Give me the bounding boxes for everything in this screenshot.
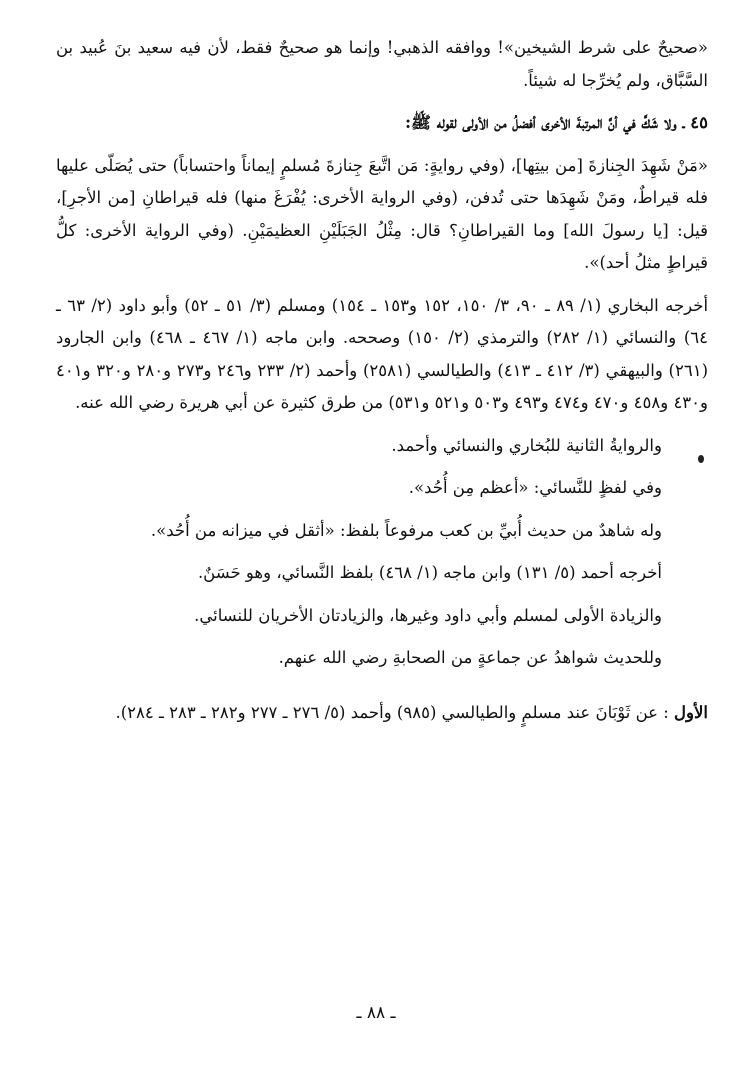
note-ubayy-witness: وله شاهدٌ من حديث أُبيِّ بن كعب مرفوعاً بلفظ: «أثقل في ميزانه من أُحُد».: [150, 520, 662, 540]
hadith-heading: ٤٥ ـ ولا شَكَّ في أنَّ المرتبةَ الأخرى أفضلُ من الأولى لقوله ﷺ:: [404, 113, 708, 132]
page-number: ـ ٨٨ ـ: [356, 1003, 396, 1023]
hadith-text: «مَنْ شَهِدَ الجِنازةَ [من بيتِها]، (وفي روايةٍ: مَن اتَّبعَ جِنازةَ مُسلمٍ إيماناً واحتساباً) حتى يُصَلّى عليها فله قيراطٌ، ومَنْ شَهِدَها حتى تُدفن، (وفي الرواية الأخرى: يُفْرَغَ منها) فله قيراطانِ [من الأجرِ]، قيل: [يا رسولَ الله] وما القيراطانِ؟ قال: مِثْلُ الجَبَلَيْنِ العظيمَيْنِ. (وفي الرواية الأخرى: كلُّ قيراطٍ مثلُ أحد)».: [56, 155, 708, 272]
first-witness-paragraph: [56, 697, 708, 730]
first-witness-text: : عن ثَوْبَانَ عند مسلمٍ والطيالسي (٩٨٥) وأحمد (٥/ ٢٧٦ ـ ٢٧٧ و٢٨٢ ـ ٢٨٣ ـ ٢٨٤).: [115, 702, 669, 722]
note-second-narration: والروايةُ الثانية للبُخاري والنسائي وأحمد.: [391, 435, 662, 455]
note-additions: والزيادة الأولى لمسلم وأبي داود وغيرها، والزيادتان الأخريان للنسائي.: [194, 605, 662, 625]
margin-dot: [698, 455, 704, 463]
intro-paragraph: «صحيحٌ على شرط الشيخين»! ووافقه الذهبي! وإنما هو صحيحٌ فقط، لأن فيه سعيد بنَ عُبيد بن السَّبَّاق، ولم يُخرِّجا له شيئاً.: [56, 38, 708, 90]
note-nasai-wording: وفي لفظٍ للنَّسائي: «أعظم مِن أُحُد».: [408, 478, 662, 497]
first-witness-label: الأول: [674, 702, 708, 722]
note-witnesses: وللحديث شواهدُ عن جماعةٍ من الصحابةِ رضي الله عنهم.: [278, 648, 662, 667]
takhrij-paragraph: أخرجه البخاري (١/ ٨٩ ـ ٩٠، ٣/ ١٥٠، ١٥٢ و١٥٣ ـ ١٥٤) ومسلم (٣/ ٥١ ـ ٥٢) وأبو داود (٢/ ٦٣ ـ ٦٤) والنسائي (١/ ٢٨٢) والترمذي (٢/ ١٥٠) وصححه. وابن ماجه (١/ ٤٦٧ ـ ٤٦٨) وابن الجارود (٢٦١) والبيهقي (٣/ ٤١٢ ـ ٤١٣) والطيالسي (٢٥٨١) وأحمد (٢/ ٢٣٣ و٢٤٦ و٢٧٣ و٢٨٠ و٣٢٠ و٤٠١ و٤٣٠ و٤٥٨ و٤٧٠ و٤٧٤ و٤٩٣ و٥٠٣ و٥٢١ و٥٣١) من طرق كثيرة عن أبي هريرة رضي الله عنه.: [56, 295, 709, 412]
note-ahmad-ibnmajah: أخرجه أحمد (٥/ ١٣١) وابن ماجه (١/ ٤٦٨) بلفظ النَّسائي، وهو حَسَنٌ.: [197, 563, 662, 582]
document-page: [56, 32, 708, 729]
